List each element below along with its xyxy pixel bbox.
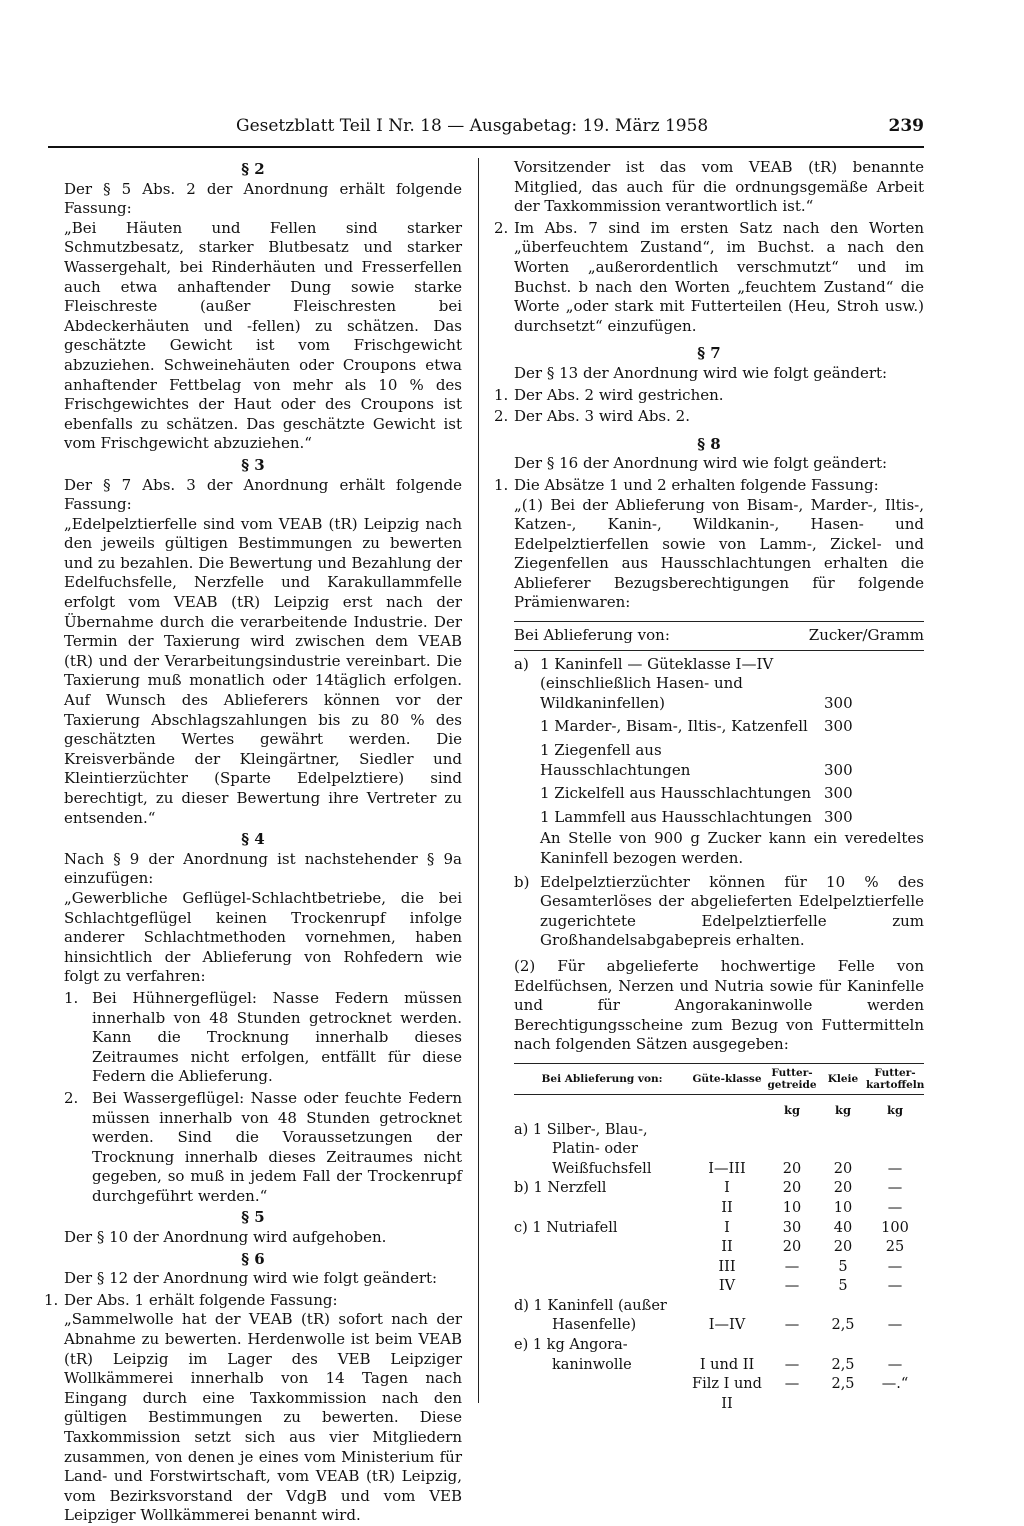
table-cell xyxy=(820,1336,866,1356)
table-cell: 100 xyxy=(881,1219,909,1236)
table-cell: 20 xyxy=(833,1239,853,1256)
table-row xyxy=(514,1121,924,1141)
table-cell: — xyxy=(887,1199,903,1216)
table-row xyxy=(514,1277,924,1297)
table-cell xyxy=(764,1297,820,1317)
list-item xyxy=(44,1291,462,1311)
table-row xyxy=(514,1160,924,1180)
section-3-heading: § 3 xyxy=(241,455,265,474)
table-cell: b) 1 Nerzfell xyxy=(514,1180,607,1197)
feed-voucher-table xyxy=(514,1063,924,1415)
table-cell: 20 xyxy=(833,1180,853,1197)
table-cell: I xyxy=(724,1219,730,1236)
table-cell xyxy=(866,1121,924,1141)
row-description: 1 Marder-, Bisam-, Iltis-, Katzenfell xyxy=(540,717,808,736)
table-cell: 2,5 xyxy=(831,1376,855,1393)
table-cell: — xyxy=(784,1356,800,1373)
section-6-quote: „Sammelwolle hat der VEAB (tR) sofort nach der Abnahme zu bewerten. Herdenwolle ist beim VEAB (tR) Leipzig im Lager des VEB Leipziger Wollkämmerei innerhalb von 14 Tagen nach Eingang durch eine Taxkommission nach den gültigen Bestimmungen zu bewerten. Diese Taxkommission setzt sich aus vier Mitgliedern zusammen, von denen je eines vom Ministerium für Land- und Forstwirtschaft, vom VEAB (tR) Leipzig, vom Bezirksvorstand der VdgB und vom VEB Leipziger Wollkämmerei benannt wird. xyxy=(64,1310,462,1525)
table-cell: Hasenfelle) xyxy=(552,1317,637,1334)
row-value: 300 xyxy=(824,693,853,712)
table-header-cell: Kleie xyxy=(827,1072,859,1085)
table-cell: —.“ xyxy=(881,1376,909,1393)
row-description: 1 Kaninfell — Güteklasse I—IV (einschließlich Hasen- und Wildkaninfellen) xyxy=(540,654,774,712)
table-cell: 5 xyxy=(838,1258,848,1275)
list-item xyxy=(494,386,924,406)
section-6-quote-continued: Vorsitzender ist das vom VEAB (tR) benannte Mitglied, das auch für die ordnungsgemäße Arbeit der Taxkommission verantwortlich ist.“ xyxy=(514,158,924,216)
right-column xyxy=(494,158,924,1414)
table-header xyxy=(514,621,924,651)
section-6-heading: § 6 xyxy=(241,1249,265,1268)
table-cell: I—IV xyxy=(708,1317,746,1334)
table-cell: — xyxy=(887,1258,903,1275)
table-header xyxy=(514,1063,924,1095)
unit-cell: kg xyxy=(886,1102,903,1117)
table-cell: — xyxy=(887,1317,903,1334)
table-row xyxy=(514,873,924,951)
unit-cell xyxy=(690,1101,764,1121)
table-cell: 30 xyxy=(782,1219,802,1236)
table-cell: 20 xyxy=(782,1180,802,1197)
table-row xyxy=(514,1356,924,1376)
table-cell: 40 xyxy=(833,1219,853,1236)
page-header xyxy=(48,112,924,148)
table-cell: Platin- oder xyxy=(552,1141,638,1158)
section-2-heading: § 2 xyxy=(241,160,265,178)
table-row xyxy=(514,1219,924,1239)
list-item-text: Bei Wassergeflügel: Nasse oder feuchte Federn müssen innerhalb von 48 Stunden getrocknet werden. Sind die Voraussetzungen der Trocknung innerhalb dieses Zeitraumes nicht gegeben, so muß in jedem Fall der Trockenrupf durchgeführt werden.“ xyxy=(92,1088,462,1205)
row-label: a) xyxy=(514,654,529,673)
list-item-number: 2. xyxy=(64,1088,79,1107)
row-value: 300 xyxy=(824,807,853,826)
table-cell: — xyxy=(887,1278,903,1295)
section-4-quote: „Gewerbliche Geflügel-Schlachtbetriebe, die bei Schlachtgeflügel keinen Trockenrupf infolge anderer Schlachtmethoden vornehmen, haben hinsichtlich der Ablieferung von Rohfedern wie folgt zu verfahren: xyxy=(64,888,462,986)
table-row xyxy=(514,1179,924,1199)
table-cell: 25 xyxy=(885,1239,905,1256)
table-row xyxy=(514,808,924,828)
table-cell: — xyxy=(887,1160,903,1177)
list-item xyxy=(494,219,924,337)
row-label: b) xyxy=(514,872,530,891)
table-header-cell: Bei Ablieferung von: xyxy=(514,626,670,645)
row-description: 1 Zickelfell aus Hausschlachtungen xyxy=(540,784,811,803)
table-cell: a) 1 Silber-, Blau-, xyxy=(514,1121,648,1138)
section-2-intro: Der § 5 Abs. 2 der Anordnung erhält folgende Fassung: xyxy=(64,179,462,218)
list-item-number: 2. xyxy=(494,218,509,237)
table-units-row xyxy=(514,1101,924,1121)
row-value: 300 xyxy=(824,717,853,736)
table-header-cell: Futter-getreide xyxy=(767,1066,817,1091)
table-header-cell: Futter-kartoffeln xyxy=(866,1066,925,1091)
table-header-cell: Güte-klasse xyxy=(692,1072,762,1085)
table-cell xyxy=(690,1121,764,1141)
row-description: 1 Lammfell aus Hausschlachtungen xyxy=(540,807,812,826)
table-cell xyxy=(514,1238,690,1258)
table-cell xyxy=(764,1121,820,1141)
unit-cell: kg xyxy=(783,1102,800,1117)
table-cell: I xyxy=(724,1180,730,1197)
table-cell: kaninwolle xyxy=(552,1356,632,1373)
table-cell: 20 xyxy=(833,1160,853,1177)
table-cell: — xyxy=(784,1317,800,1334)
row-label xyxy=(514,784,540,804)
table-cell: — xyxy=(784,1278,800,1295)
table-cell: I und II xyxy=(699,1356,755,1373)
header-title: Gesetzblatt Teil I Nr. 18 — Ausgabetag: 19. März 1958 xyxy=(236,116,709,136)
table-row xyxy=(514,1316,924,1336)
table-cell: II xyxy=(721,1239,733,1256)
section-5-text: Der § 10 der Anordnung wird aufgehoben. xyxy=(64,1228,387,1247)
left-column xyxy=(44,158,462,1526)
section-7-heading: § 7 xyxy=(697,344,721,363)
table-row xyxy=(514,1199,924,1219)
table-row xyxy=(514,655,924,714)
list-item-number: 1. xyxy=(44,1290,59,1309)
table-cell: III xyxy=(718,1258,736,1275)
list-item-number: 1. xyxy=(494,475,509,494)
column-divider xyxy=(478,158,479,1403)
table-cell: d) 1 Kaninfell (außer xyxy=(514,1297,667,1314)
table-header-cell: Bei Ablieferung von: xyxy=(541,1072,663,1085)
table-cell xyxy=(866,1140,924,1160)
table-cell xyxy=(690,1140,764,1160)
table-cell: c) 1 Nutriafell xyxy=(514,1219,618,1236)
section-6-intro: Der § 12 der Anordnung wird wie folgt geändert: xyxy=(64,1269,438,1288)
table-cell: 20 xyxy=(782,1239,802,1256)
sugar-premium-table xyxy=(514,621,924,951)
table-row xyxy=(514,1336,924,1356)
table-cell: 10 xyxy=(782,1199,802,1216)
list-item-number: 2. xyxy=(494,407,509,426)
section-8-paragraph-2: (2) Für abgelieferte hochwertige Felle von Edelfüchsen, Nerzen und Nutria sowie für Kaninfelle und für Angorakaninwolle werden Berechtigungsscheine zum Bezug von Futtermitteln nach folgenden Sätzen ausgegeben: xyxy=(514,956,924,1054)
table-cell: Weißfuchsfell xyxy=(552,1160,652,1177)
list-item-number: 1. xyxy=(64,988,79,1007)
section-2-quote: „Bei Häuten und Fellen sind starker Schmutzbesatz, starker Blutbesatz und starker Wassergehalt, bei Rinderhäuten und Fresserfellen auch etwa anhaftender Dung sowie starke Fleischreste (außer Fleischresten bei Abdeckerhäuten und -fellen) zu schätzen. Das geschätzte Gewicht ist vom Frischgewicht abzuziehen. Schweinehäuten oder Croupons etwa anhaftender Fettbelag von mehr als 10 % des Frischgewichtes der Haut oder des Croupons ist ebenfalls zu schätzen. Das geschätzte Gewicht ist vom Frischgewicht abzuziehen.“ xyxy=(64,218,462,453)
list-item-text: Der Abs. 2 wird gestrichen. xyxy=(514,385,724,404)
row-label xyxy=(514,717,540,737)
table-cell xyxy=(514,1375,690,1414)
table-cell xyxy=(690,1336,764,1356)
table-cell xyxy=(820,1297,866,1317)
list-item xyxy=(494,407,924,427)
table-header-cell: Zucker/Gramm xyxy=(808,626,924,645)
table-cell: 20 xyxy=(782,1160,802,1177)
list-item-text: Der Abs. 3 wird Abs. 2. xyxy=(514,407,690,426)
table-cell: 10 xyxy=(833,1199,853,1216)
list-item xyxy=(44,989,462,1087)
table-cell: — xyxy=(887,1356,903,1373)
table-body xyxy=(514,1121,924,1415)
page-number: 239 xyxy=(888,116,924,136)
section-5-heading: § 5 xyxy=(241,1208,265,1227)
table-cell xyxy=(690,1297,764,1317)
table-row xyxy=(514,1258,924,1278)
table-cell: — xyxy=(784,1376,800,1393)
table-cell xyxy=(764,1140,820,1160)
table-cell: — xyxy=(887,1180,903,1197)
table-cell: II xyxy=(721,1199,733,1216)
row-description: Edelpelztierzüchter können für 10 % des Gesamterlöses der abgelieferten Edelpelztierfelle zugerichtete Edelpelztierfelle zum Großhandelsabgabepreis erhalten. xyxy=(540,872,924,950)
list-item xyxy=(494,476,924,496)
table-cell xyxy=(866,1297,924,1317)
table-row xyxy=(514,1297,924,1317)
list-item-text: Im Abs. 7 sind im ersten Satz nach den Worten „überfeuchtem Zustand“, im Buchst. a nach den Worten „außerordentlich verschmutzt“ und im Buchst. b nach den Worten „feuchtem Zustand“ die Worte „oder stark mit Futterteilen (Heu, Stroh usw.) durchsetzt“ einzufügen. xyxy=(514,218,924,335)
section-4-intro: Nach § 9 der Anordnung ist nachstehender § 9a einzufügen: xyxy=(64,849,462,888)
unit-cell: kg xyxy=(834,1102,851,1117)
table-cell xyxy=(820,1140,866,1160)
table-row xyxy=(514,1238,924,1258)
table-cell xyxy=(514,1199,690,1219)
table-cell: IV xyxy=(718,1278,736,1295)
section-3-quote: „Edelpelztierfelle sind vom VEAB (tR) Leipzig nach den jeweils gültigen Bestimmungen zu bewerten und zu bezahlen. Die Bewertung und Bezahlung der Edelfuchsfelle, Nerzfelle und Karakullammfelle erfolgt vom VEAB (tR) Leipzig erst nach der Übernahme durch die verarbeitende Industrie. Der Termin der Taxierung wird zwischen dem VEAB (tR) und der Verarbeitungsindustrie vereinbart. Die Taxierung muß monatlich oder 14täglich erfolgen. Auf Wunsch des Ablieferers können vor der Taxierung Abschlagszahlungen bis zu 80 % des geschätzten Wertes gewährt werden. Die Kreisverbände der Kleingärtner, Siedler und Kleintierzüchter (Sparte Edelpelztiere) sind berechtigt, zu dieser Bewertung ihre Vertreter zu entsenden.“ xyxy=(64,514,462,827)
table-cell xyxy=(820,1121,866,1141)
table-cell: 2,5 xyxy=(831,1317,855,1334)
row-value: 300 xyxy=(824,784,853,803)
table-cell: 5 xyxy=(838,1278,848,1295)
list-item xyxy=(44,1089,462,1207)
list-item-text: Der Abs. 1 erhält folgende Fassung: xyxy=(64,1290,338,1309)
section-8-intro: Der § 16 der Anordnung wird wie folgt geändert: xyxy=(514,454,888,473)
table-note: An Stelle von 900 g Zucker kann ein veredeltes Kaninfell bezogen werden. xyxy=(540,829,924,867)
table-cell: — xyxy=(784,1258,800,1275)
row-value: 300 xyxy=(824,760,853,779)
table-cell xyxy=(764,1336,820,1356)
table-row xyxy=(514,741,924,780)
row-description: 1 Ziegenfell aus Hausschlachtungen xyxy=(540,741,691,779)
unit-cell xyxy=(514,1101,690,1121)
section-8-heading: § 8 xyxy=(697,434,721,453)
list-item-number: 1. xyxy=(494,385,509,404)
table-row xyxy=(514,1375,924,1414)
table-cell: I—III xyxy=(708,1160,746,1177)
table-cell: 2,5 xyxy=(831,1356,855,1373)
table-cell xyxy=(514,1277,690,1297)
section-4-heading: § 4 xyxy=(241,830,265,849)
section-7-intro: Der § 13 der Anordnung wird wie folgt geändert: xyxy=(514,363,888,382)
row-label xyxy=(514,808,540,828)
section-3-intro: Der § 7 Abs. 3 der Anordnung erhält folgende Fassung: xyxy=(64,475,462,514)
table-row xyxy=(514,784,924,804)
section-8-paragraph-1: „(1) Bei der Ablieferung von Bisam-, Marder-, Iltis-, Katzen-, Kanin-, Wildkanin-, Hasen- und Edelpelztierfellen sowie von Lamm-, Zickel- und Ziegenfellen aus Hausschlachtungen erhalten die Ablieferer Bezugsberechtigungen für folgende Prämienwaren: xyxy=(514,495,924,612)
table-cell xyxy=(514,1258,690,1278)
table-cell: Filz I und II xyxy=(692,1376,762,1412)
table-cell xyxy=(866,1336,924,1356)
list-item-text: Bei Hühnergeflügel: Nasse Federn müssen innerhalb von 48 Stunden getrocknet werden. Kann die Trocknung innerhalb dieses Zeitraumes nicht erfolgen, entfällt für diese Federn die Ablieferung. xyxy=(92,988,462,1086)
table-cell: e) 1 kg Angora- xyxy=(514,1337,628,1354)
row-label xyxy=(514,741,540,780)
table-row xyxy=(514,1140,924,1160)
table-row xyxy=(514,717,924,737)
list-item-text: Die Absätze 1 und 2 erhalten folgende Fassung: xyxy=(514,475,879,494)
